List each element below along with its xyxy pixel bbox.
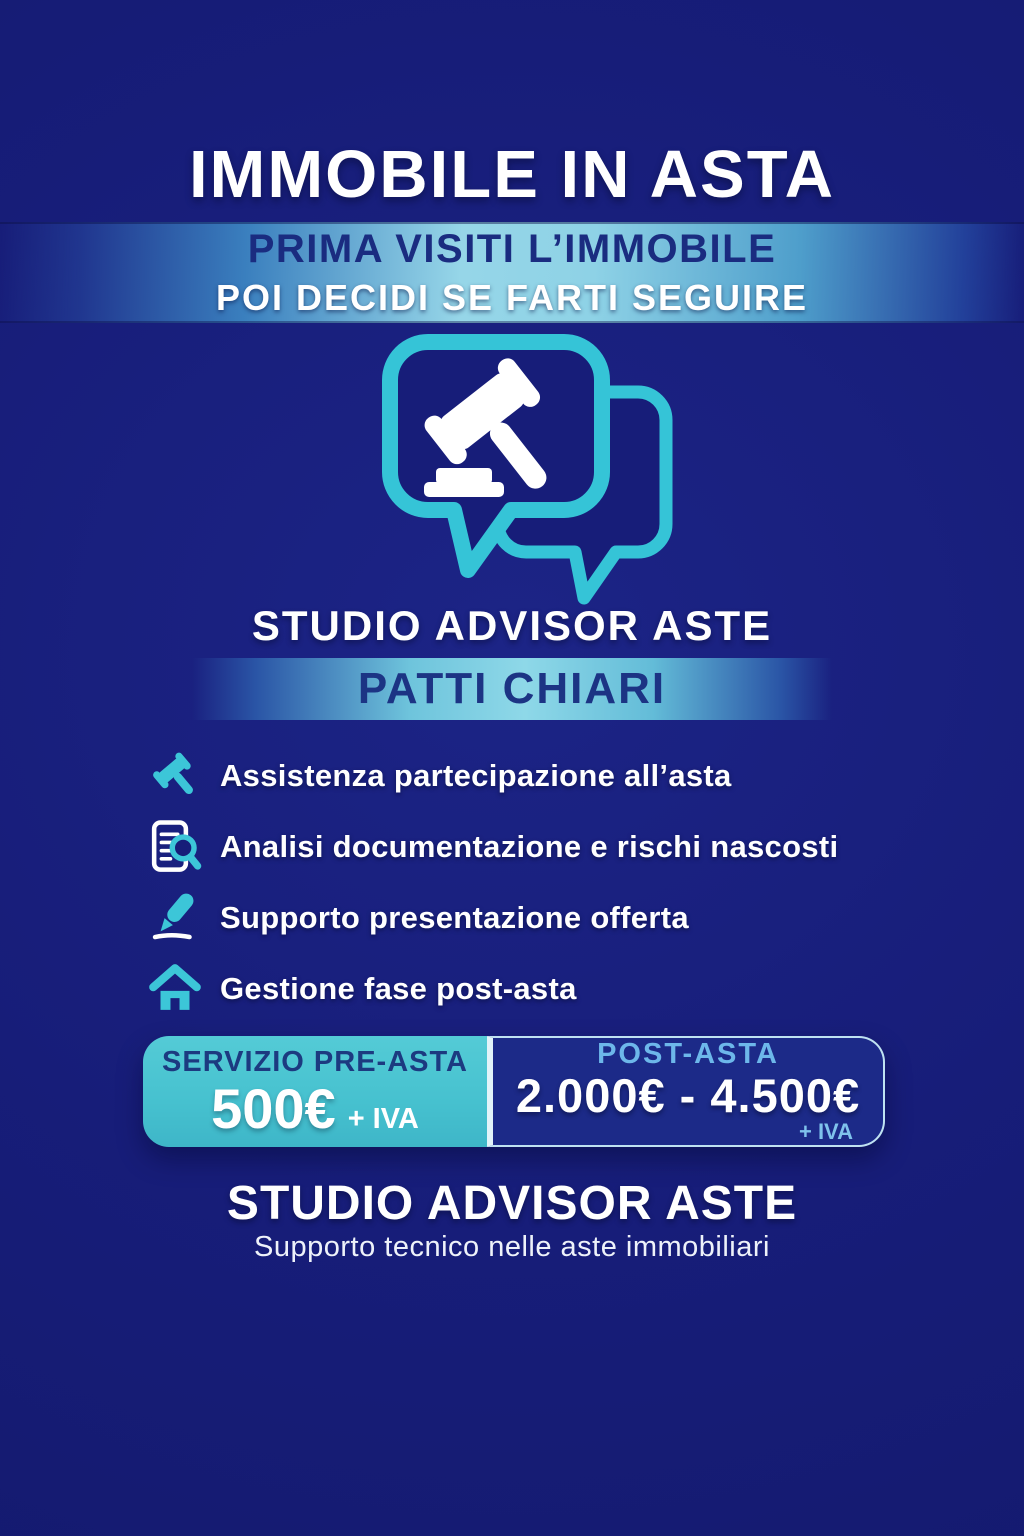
footer-tagline: Supporto tecnico nelle aste immobiliari — [254, 1231, 770, 1263]
pre-asta-price — [211, 1077, 419, 1140]
service-item — [146, 811, 964, 882]
service-label: Gestione fase post-asta — [220, 970, 577, 1006]
intro-banner — [0, 222, 1024, 323]
pre-asta-vat: + IVA — [347, 1103, 419, 1135]
pre-asta-label: SERVIZIO PRE-ASTA — [162, 1046, 468, 1078]
service-label: Assistenza partecipazione all’asta — [220, 757, 732, 793]
house-icon — [146, 960, 204, 1018]
chat-bubbles-gavel-icon — [376, 328, 676, 613]
pre-asta-panel — [143, 1036, 487, 1147]
service-item — [146, 740, 964, 811]
service-label: Supporto presentazione offerta — [220, 899, 689, 935]
gavel-icon — [146, 747, 204, 805]
post-asta-amount: 2.000€ - 4.500€ — [515, 1069, 861, 1123]
ribbon-label: PATTI CHIARI — [357, 664, 667, 713]
brand-name: STUDIO ADVISOR ASTE — [251, 602, 773, 649]
pricing-bar — [143, 1036, 885, 1147]
patti-chiari-ribbon — [192, 658, 832, 720]
post-asta-panel — [487, 1036, 885, 1147]
post-asta-vat: + IVA — [798, 1118, 853, 1144]
service-item — [146, 882, 964, 953]
post-asta-label: POST-ASTA — [597, 1038, 779, 1071]
pre-asta-amount: 500€ — [211, 1077, 336, 1140]
service-item — [146, 953, 964, 1024]
poster-title: IMMOBILE IN ASTA — [188, 137, 836, 212]
pen-icon — [146, 889, 204, 947]
banner-line-1: PRIMA VISITI L’IMMOBILE — [247, 226, 777, 271]
services-list — [146, 740, 964, 1024]
service-label: Analisi documentazione e rischi nascosti — [220, 828, 839, 864]
document-search-icon — [146, 818, 204, 876]
footer-brand-name: STUDIO ADVISOR ASTE — [226, 1177, 798, 1230]
banner-line-2: POI DECIDI SE FARTI SEGUIRE — [215, 276, 809, 318]
